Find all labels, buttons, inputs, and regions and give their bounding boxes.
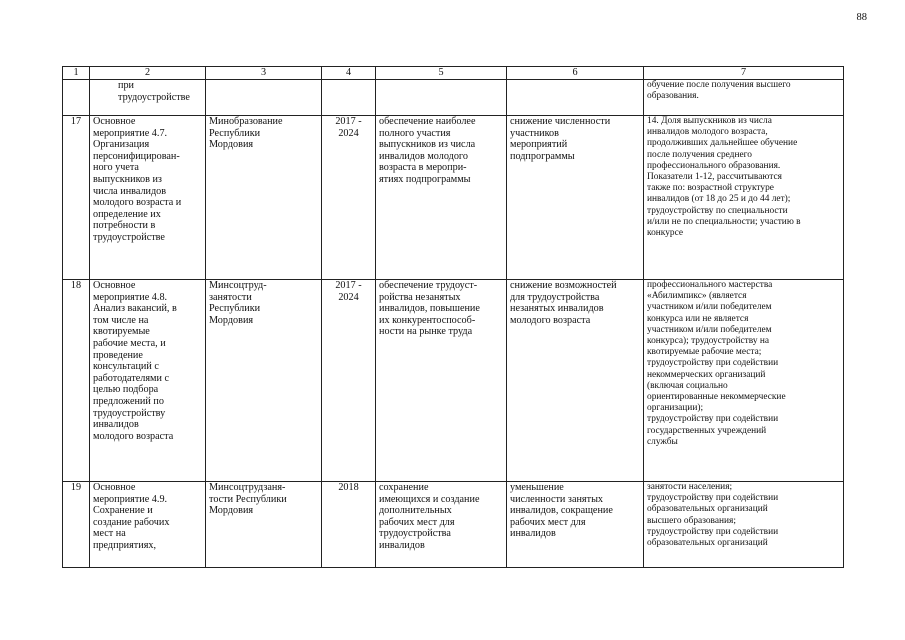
text-line: профессионального мастерства xyxy=(647,280,773,290)
text-line: рабочих мест для xyxy=(379,516,455,528)
text-line: квотируемые xyxy=(93,326,150,338)
executor-cell xyxy=(206,80,322,116)
text-line: службы xyxy=(647,436,678,447)
column-number: 3 xyxy=(206,67,322,80)
text-line: обеспечение наиболее xyxy=(379,116,476,127)
text-line: трудоустройства xyxy=(379,528,451,540)
text-line: участником и/или победителем xyxy=(647,302,772,313)
consequence-cell xyxy=(507,80,644,116)
text-line: инвалидов молодого xyxy=(379,150,468,162)
text-line: для трудоустройства xyxy=(510,291,600,303)
text-line: персонифицирован- xyxy=(93,150,180,162)
consequence-cell xyxy=(507,482,644,568)
text-line: Мордовия xyxy=(209,505,254,517)
text-line: инвалидов, сокращение xyxy=(510,505,613,517)
text-line: образования. xyxy=(647,91,699,102)
text-line: дополнительных xyxy=(379,505,452,517)
table-row xyxy=(63,116,844,280)
event-cell xyxy=(90,482,206,568)
text-line: обучение после получения высшего xyxy=(647,80,791,90)
text-line: их конкурентоспособ- xyxy=(379,314,476,326)
text-line: незанятых инвалидов xyxy=(510,303,604,315)
continuation-row xyxy=(63,80,844,116)
text-line: консультаций с xyxy=(93,361,159,373)
text-line: Минобразование xyxy=(209,116,283,127)
text-line: определение их xyxy=(93,208,161,220)
text-line: мест на xyxy=(93,528,126,540)
text-line: выпускников из числа xyxy=(379,139,476,151)
text-line: также по: возрастной структуре xyxy=(647,183,774,194)
text-line: 2024 xyxy=(338,127,359,139)
text-line: трудоустройству при содействии xyxy=(647,493,779,504)
text-line: полного участия xyxy=(379,127,451,139)
text-line: молодого возраста xyxy=(93,430,174,442)
event-cell xyxy=(90,116,206,280)
text-line: Основное xyxy=(93,482,136,493)
text-line: предприятиях, xyxy=(93,539,157,551)
text-line: потребности в xyxy=(93,220,156,232)
result-cell xyxy=(376,116,507,280)
text-line: инвалидов xyxy=(93,419,139,431)
text-line: 2017 - xyxy=(335,116,362,127)
text-line: при xyxy=(118,80,134,91)
text-line: Республики xyxy=(209,127,261,139)
text-line: «Абилимпикс» (является xyxy=(647,291,747,302)
text-line: уменьшение xyxy=(510,482,564,493)
text-line: ятиях подпрограммы xyxy=(379,173,471,185)
text-line: Сохранение и xyxy=(93,505,153,517)
text-line: создание рабочих xyxy=(93,516,170,528)
text-line: тости Республики xyxy=(209,493,287,505)
row-number-cell: 19 xyxy=(63,482,90,568)
text-line: продолживших дальнейшее обучение xyxy=(647,138,798,149)
text-line: числа инвалидов xyxy=(93,185,167,197)
text-line: мероприятие 4.7. xyxy=(93,127,168,139)
executor-cell xyxy=(206,482,322,568)
table-row xyxy=(63,280,844,482)
text-line: обеспечение трудоуст- xyxy=(379,280,478,291)
text-line: 2024 xyxy=(338,291,359,303)
text-line: Основное xyxy=(93,116,136,127)
event-cell xyxy=(90,80,206,116)
column-number-row xyxy=(63,67,844,80)
text-line: проведение xyxy=(93,349,143,361)
text-line: (включая социально xyxy=(647,380,728,391)
text-line: трудоустройстве xyxy=(93,231,165,243)
text-line: выпускников из xyxy=(93,173,162,185)
text-line: имеющихся и создание xyxy=(379,493,480,505)
row-number-cell xyxy=(63,80,90,116)
text-line: участников xyxy=(510,127,559,139)
text-line: инвалидов молодого возраста, xyxy=(647,127,768,138)
text-line: Основное xyxy=(93,280,136,291)
text-line: после получения среднего xyxy=(647,149,752,160)
consequence-cell xyxy=(507,116,644,280)
text-line: Мордовия xyxy=(209,314,254,326)
text-line: возраста в меропри- xyxy=(379,162,467,174)
indicators-cell xyxy=(644,280,844,482)
event-cell xyxy=(90,280,206,482)
executor-cell xyxy=(206,116,322,280)
text-line: 14. Доля выпускников из числа xyxy=(647,116,772,126)
text-line: квотируемые рабочие места; xyxy=(647,347,762,358)
text-line: трудоустройству при содействии xyxy=(647,358,779,369)
text-line: 2017 - xyxy=(335,280,362,291)
column-number: 5 xyxy=(376,67,507,80)
text-line: участником и/или победителем xyxy=(647,324,772,335)
text-line: государственных учреждений xyxy=(647,425,767,436)
column-number: 1 xyxy=(63,67,90,80)
table-row xyxy=(63,482,844,568)
text-line: инвалидов xyxy=(510,528,556,540)
text-line: инвалидов xyxy=(379,539,425,551)
text-line: конкурса); трудоустройству на xyxy=(647,336,770,347)
text-line: трудоустройству xyxy=(93,407,166,419)
text-line: организации); xyxy=(647,403,704,414)
text-line: ройства незанятых xyxy=(379,291,461,303)
text-line: мероприятие 4.8. xyxy=(93,291,168,303)
text-line: Показатели 1-12, рассчитываются xyxy=(647,172,782,183)
years-cell xyxy=(322,116,376,280)
text-line: 2018 xyxy=(338,482,359,493)
text-line: целью подбора xyxy=(93,384,159,396)
executor-cell xyxy=(206,280,322,482)
column-number: 2 xyxy=(90,67,206,80)
text-line: том числе на xyxy=(93,314,149,326)
years-cell xyxy=(322,482,376,568)
indicators-cell xyxy=(644,80,844,116)
text-line: численности занятых xyxy=(510,493,604,505)
row-number-cell: 18 xyxy=(63,280,90,482)
consequence-cell xyxy=(507,280,644,482)
text-line: конкурса или не является xyxy=(647,313,749,324)
indicators-cell xyxy=(644,116,844,280)
text-line: Организация xyxy=(93,139,150,151)
text-line: работодателями с xyxy=(93,372,170,384)
text-line: Республики xyxy=(209,303,261,315)
text-line: высшего образования; xyxy=(647,515,736,526)
indicators-cell xyxy=(644,482,844,568)
text-line: занятости xyxy=(209,291,252,303)
text-line: молодого возраста и xyxy=(93,197,182,209)
program-table xyxy=(62,66,844,568)
text-line: подпрограммы xyxy=(510,150,575,162)
text-line: трудоустройстве xyxy=(118,91,190,103)
text-line: Мордовия xyxy=(209,139,254,151)
text-line: профессионального образования. xyxy=(647,160,781,171)
text-line: и/или не по специальности; участию в xyxy=(647,216,801,227)
text-line: снижение возможностей xyxy=(510,280,617,291)
page-number: 88 xyxy=(856,12,867,23)
text-line: молодого возраста xyxy=(510,314,591,326)
result-cell xyxy=(376,80,507,116)
text-line: снижение численности xyxy=(510,116,611,127)
text-line: некоммерческих организаций xyxy=(647,369,766,380)
result-cell xyxy=(376,482,507,568)
text-line: образовательных организаций xyxy=(647,504,768,515)
text-line: занятости населения; xyxy=(647,482,733,492)
text-line: мероприятий xyxy=(510,139,568,151)
column-number: 6 xyxy=(507,67,644,80)
text-line: образовательных организаций xyxy=(647,538,768,549)
text-line: рабочих мест для xyxy=(510,516,586,528)
text-line: трудоустройству при содействии xyxy=(647,526,779,537)
column-number: 4 xyxy=(322,67,376,80)
text-line: ности на рынке труда xyxy=(379,326,473,338)
text-line: предложений по xyxy=(93,395,164,407)
text-line: сохранение xyxy=(379,482,429,493)
row-number-cell: 17 xyxy=(63,116,90,280)
text-line: трудоустройству при содействии xyxy=(647,414,779,425)
years-cell xyxy=(322,280,376,482)
text-line: ориентированные некоммерческие xyxy=(647,392,786,403)
text-line: Минсоцтруд- xyxy=(209,280,267,291)
text-line: мероприятие 4.9. xyxy=(93,493,168,505)
text-line: Анализ вакансий, в xyxy=(93,303,177,315)
column-number: 7 xyxy=(644,67,844,80)
years-cell xyxy=(322,80,376,116)
text-line: Минсоцтрудзаня- xyxy=(209,482,286,493)
text-line: трудоустройству по специальности xyxy=(647,205,788,216)
text-line: ного учета xyxy=(93,162,139,174)
text-line: конкурсе xyxy=(647,228,684,239)
result-cell xyxy=(376,280,507,482)
text-line: инвалидов, повышение xyxy=(379,303,480,315)
text-line: инвалидов (от 18 до 25 и до 44 лет); xyxy=(647,194,791,205)
text-line: рабочие места, и xyxy=(93,337,166,349)
